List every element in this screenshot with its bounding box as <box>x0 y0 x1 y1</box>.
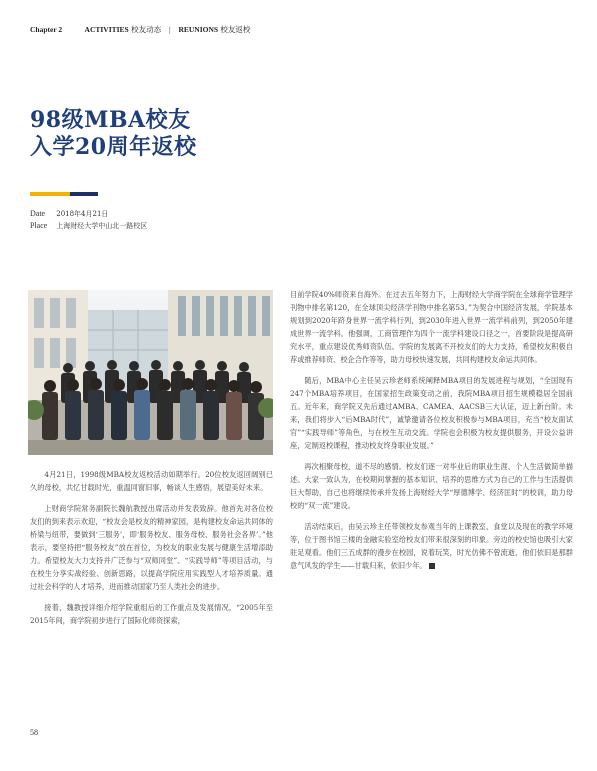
paragraph: 再次相聚母校，道不尽的感情。校友们逐一对毕业后的职业生涯、个人生活做简单描述。大家一致认为，在校期间掌握的基本知识、培养的思维方式为自己的工作与生活提供巨大帮助，自己也将继续传承并发扬上海财经大学“厚德博学、经济匡时”的校训，助力母校的“双一流”建设。 <box>290 462 573 510</box>
accent-bar-gold <box>30 192 70 196</box>
paragraph: 接着，魏教授详细介绍学院重组后的工作重点及发展情况，“2005年至2015年间，商学院初步进行了国际化师资探索， <box>30 603 273 625</box>
group-photo <box>28 290 273 455</box>
accent-bar-navy <box>70 192 98 196</box>
left-text-column <box>30 468 273 627</box>
place-value: 上海财经大学中山北一路校区 <box>56 222 148 230</box>
title-line-2: 入学20周年返校 <box>30 134 197 160</box>
end-mark-icon <box>429 563 435 569</box>
group-photo-illustration <box>28 290 273 455</box>
event-meta <box>30 208 147 232</box>
reunions-en: REUNIONS <box>178 25 219 34</box>
chapter-label: Chapter 2 <box>30 25 63 34</box>
title-line-1: 98级MBA校友 <box>30 107 191 133</box>
article-title <box>30 107 197 161</box>
reunions-cn: 校友返校 <box>220 25 251 34</box>
running-header <box>30 24 250 35</box>
paragraph: 上财商学院常务副院长魏航教授出席活动并发表致辞。他首先对各位校友们的到来表示欢迎，“校友会是校友的精神家园，是构建校友命运共同体的桥梁与纽带，要做到‘三服务’，即‘服务校友、服务母校、服务社会各界’。”他表示，要坚持把“服务校友”放在首位，为校友的职业发展与健康生活增添助力。希望校友大力支持并广泛参与“双师同堂”、“实践导师”等项目活动，与在校生分享实战经验、创新思路，以提高学院应用实践型人才培养质量。通过社会科学的人才培养，进而推动国家乃至人类社会的进步。 <box>30 504 273 591</box>
paragraph: 目前学院40%师资来自海外。在过去五年努力下，上海财经大学商学院在全球商学管理学刊物中排名第120，在全球顶尖经济学刊物中排名第53。”为契合中国经济发展，学院基本规划到2020年跻身世界一流学科行列，到2030年进入世界一流学科前列，到2050年建成世界一流学科。他强调，工商管理作为四个一流学科建设口径之一，首要阶段是提高研究水平，重点建设优秀师资队伍。学院的发展离不开校友们的大力支持，希望校友积极自荐或推荐师资、校企合作等等，助力母校快速发展，共同构建校友命运共同体。 <box>290 290 573 364</box>
activities-en: ACTIVITIES <box>84 25 129 34</box>
accent-bar <box>30 192 98 196</box>
right-text-column <box>290 288 573 580</box>
activities-cn: 校友动态 <box>131 25 162 34</box>
header-separator: | <box>168 25 172 34</box>
date-value: 2018年4月21日 <box>56 210 109 218</box>
place-row <box>30 220 147 232</box>
date-row <box>30 208 147 220</box>
last-paragraph <box>290 520 573 572</box>
paragraph: 随后，MBA中心主任吴云珍老师系统阐释MBA项目的发展进程与规划，“全国现有247个MBA培养项目，在国家招生政策变动之前，我院MBA项目招生规模稳居全国前五。近年来，商学院又先后通过AMBA、CAMEA、AACSB三大认证，迈上新台阶。未来，我们将步入“后MBA时代”，诚挚邀请各位校友积极参与MBA项目，充当“校友面试官”“实践导师”等角色，与在校生互动交流。学院也会积极为校友提供服务，开设公益讲座，定制返校课程，推动校友终身职业发展。” <box>290 376 573 450</box>
date-label: Date <box>30 209 46 218</box>
paragraph: 4月21日，1998级MBA校友返校活动如期举行。20位校友返回阔别已久的母校，共忆甘载时光，重温同窗旧事，畅谈人生感悟，展望美好未来。 <box>30 470 273 492</box>
place-label: Place <box>30 221 48 230</box>
page-number: 58 <box>30 728 38 737</box>
paragraph-text: 活动结束后，由吴云珍主任带领校友参观当年的上课教室、食堂以及现在的教学环境等，位于图书馆三楼的金融实验室给校友们带来很深刻的印象。旁边的校史馆也吸引大家驻足观看。他们三五成群的漫步在校园，说着玩笑，时光仿佛不曾流逝，他们依旧是那群意气风发的学生——甘载归来，依旧少年。 <box>290 522 573 570</box>
